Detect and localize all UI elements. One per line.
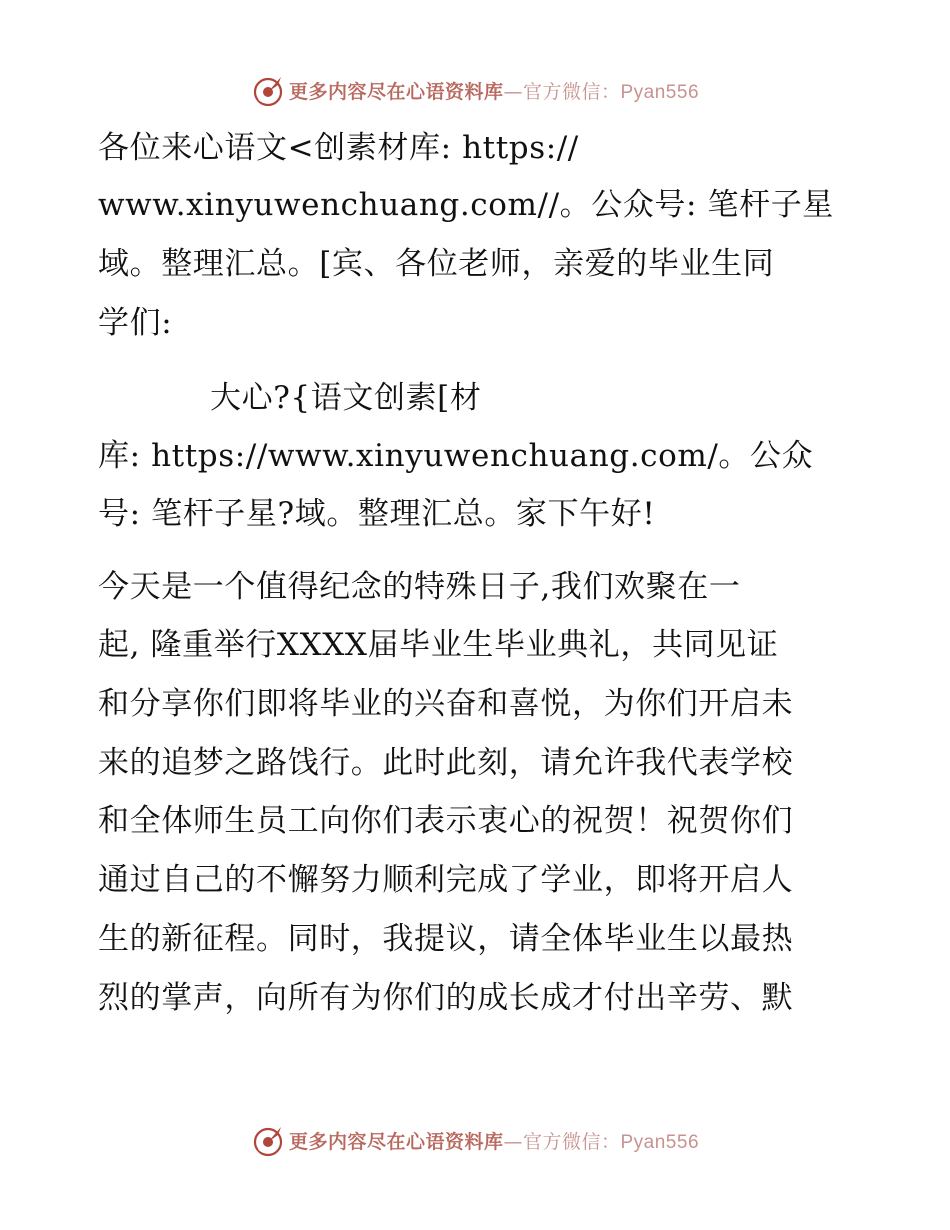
- header-wechat-label: 官方微信：: [522, 80, 621, 103]
- document-line: 来的追梦之路饯行。此时此刻，请允许我代表学校: [98, 745, 794, 781]
- footer-banner: [0, 1120, 950, 1160]
- footer-wechat-id: Pyan556: [620, 1131, 700, 1153]
- document-line: 库: https://www.xinyuwenchuang.com/。公众: [98, 438, 814, 474]
- document-line: 大心?{语文创素[材: [210, 380, 482, 416]
- footer-banner-content: [251, 1123, 699, 1157]
- document-line: 和分享你们即将毕业的兴奋和喜悦，为你们开启未: [98, 686, 794, 722]
- document-line: 生的新征程。同时，我提议，请全体毕业生以最热: [98, 921, 794, 957]
- header-banner-text: [289, 77, 699, 104]
- footer-brand-text: 更多内容尽在心语资料库: [288, 1130, 504, 1153]
- document-line: 学们:: [98, 305, 173, 341]
- document-line: 号: 笔杆子星?域。整理汇总。家下午好!: [98, 496, 656, 532]
- document-line: 今天是一个值得纪念的特殊日子,我们欢聚在一: [98, 569, 741, 605]
- document-line: 和全体师生员工向你们表示衷心的祝贺！祝贺你们: [98, 803, 794, 839]
- footer-wechat-label: 官方微信：: [522, 1130, 621, 1153]
- document-line: 域。整理汇总。[宾、各位老师，亲爱的毕业生同: [98, 246, 775, 282]
- header-wechat-id: Pyan556: [620, 81, 700, 103]
- document-line: 通过自己的不懈努力顺利完成了学业，即将开启人: [98, 862, 794, 898]
- document-line: 烈的掌声，向所有为你们的成长成才付出辛劳、默: [98, 980, 794, 1016]
- header-separator: —: [503, 80, 523, 103]
- quill-logo-icon: [251, 1123, 285, 1157]
- document-line: www.xinyuwenchuang.com//。公众号: 笔杆子星: [98, 187, 834, 223]
- document-line: 起, 隆重举行XXXX届毕业生毕业典礼，共同见证: [98, 627, 779, 663]
- header-banner: [0, 70, 950, 110]
- quill-logo-icon: [251, 73, 285, 107]
- footer-banner-text: [289, 1127, 699, 1154]
- header-banner-content: [251, 73, 699, 107]
- header-brand-text: 更多内容尽在心语资料库: [288, 80, 504, 103]
- footer-separator: —: [503, 1130, 523, 1153]
- document-line: 各位来心语文<创素材库: https://: [98, 130, 579, 166]
